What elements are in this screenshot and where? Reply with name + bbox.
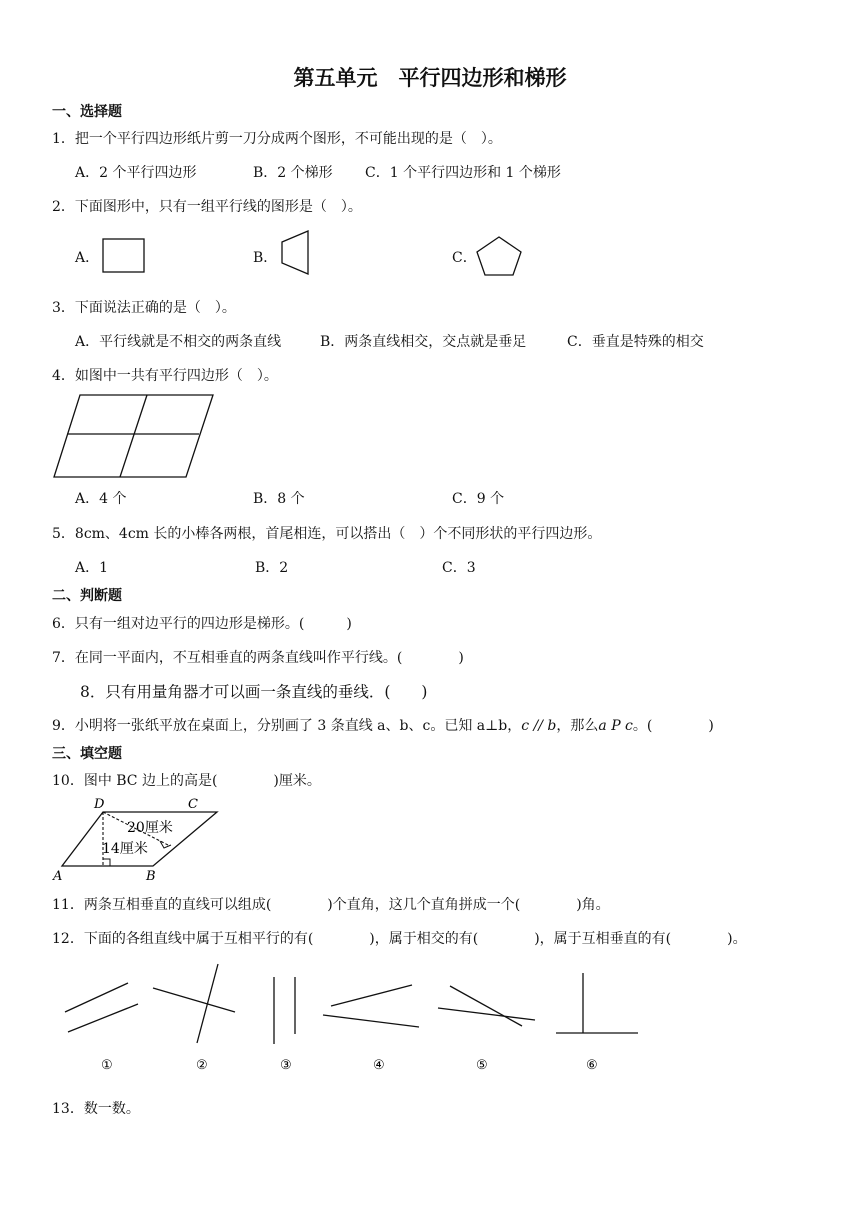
- vertex-a-label: A: [53, 869, 63, 884]
- parallelogram-grid-figure: [52, 393, 217, 479]
- q9-text-a: 9．小明将一张纸平放在桌面上，分别画了 3 条直线 a、b、c。已知 a⊥b，: [52, 718, 522, 734]
- pentagon-shape: [475, 235, 525, 277]
- vertex-c-label: C: [188, 797, 198, 812]
- question-6: 6．只有一组对边平行的四边形是梯形。( ): [52, 616, 352, 632]
- pair-label-3: ③: [280, 1058, 292, 1073]
- pair-label-1: ①: [101, 1058, 113, 1073]
- length-20-label: 20厘米: [127, 820, 173, 836]
- pair-label-6: ⑥: [586, 1058, 598, 1073]
- question-3: 3．下面说法正确的是（ ）。: [52, 300, 236, 316]
- trapezoid-shape: [276, 228, 316, 278]
- question-8: 8．只有用量角器才可以画一条直线的垂线．( ): [80, 683, 428, 701]
- q3-option-a: A．平行线就是不相交的两条直线: [75, 334, 282, 350]
- q5-option-b: B．2: [255, 560, 289, 576]
- question-7: 7．在同一平面内，不互相垂直的两条直线叫作平行线。( ): [52, 650, 464, 666]
- q4-option-a: A．4 个: [75, 491, 127, 507]
- question-2: 2．下面图形中，只有一组平行线的图形是（ ）。: [52, 199, 362, 215]
- q1-option-a: A．2 个平行四边形: [75, 165, 197, 181]
- page-title: 第五单元 平行四边形和梯形: [293, 66, 567, 90]
- q3-option-b: B．两条直线相交，交点就是垂足: [320, 334, 527, 350]
- q4-option-c: C．9 个: [452, 491, 505, 507]
- question-5: 5．8cm、4cm 长的小棒各两根，首尾相连，可以搭出（ ）个不同形状的平行四边形。: [52, 526, 602, 542]
- q4-option-b: B．8 个: [253, 491, 305, 507]
- q9-text-b: 。( ): [632, 718, 714, 734]
- vertex-b-label: B: [146, 869, 156, 884]
- parallelogram-height-figure: [50, 796, 230, 884]
- q1-option-b: B．2 个梯形: [253, 165, 333, 181]
- q5-option-a: A．1: [75, 560, 109, 576]
- pair-label-4: ④: [373, 1058, 385, 1073]
- question-1: 1．把一个平行四边形纸片剪一刀分成两个图形，不可能出现的是（ ）。: [52, 131, 502, 147]
- section-heading-judge: 二、判断题: [52, 588, 122, 604]
- q2-option-b: B．: [253, 250, 278, 266]
- question-12: 12．下面的各组直线中属于互相平行的有( )，属于相交的有( )，属于互相垂直的有( )。: [52, 931, 747, 947]
- length-14-label: 14厘米: [102, 841, 148, 857]
- q9-text-mid: ，那么: [556, 718, 599, 734]
- section-heading-choice: 一、选择题: [52, 104, 122, 120]
- q3-option-c: C．垂直是特殊的相交: [567, 334, 704, 350]
- q2-option-a: A．: [75, 250, 100, 266]
- section-heading-fill: 三、填空题: [52, 746, 122, 762]
- pair-label-5: ⑤: [476, 1058, 488, 1073]
- q5-option-c: C．3: [442, 560, 476, 576]
- question-4: 4．如图中一共有平行四边形（ ）。: [52, 368, 278, 384]
- line-pairs-figure: [55, 960, 655, 1078]
- q1-option-c: C．1 个平行四边形和 1 个梯形: [365, 165, 561, 181]
- question-9: [52, 715, 714, 735]
- pair-label-2: ②: [196, 1058, 208, 1073]
- question-11: 11．两条互相垂直的直线可以组成( )个直角，这几个直角拼成一个( )角。: [52, 897, 610, 913]
- q2-option-c: C．: [452, 250, 477, 266]
- q9-relation-parallel: c // b: [521, 718, 557, 734]
- rectangle-shape: [102, 238, 146, 274]
- question-13: 13．数一数。: [52, 1101, 140, 1117]
- question-10: 10．图中 BC 边上的高是( )厘米。: [52, 773, 321, 789]
- q9-relation-symbol: a P c: [598, 718, 633, 734]
- vertex-d-label: D: [94, 797, 105, 812]
